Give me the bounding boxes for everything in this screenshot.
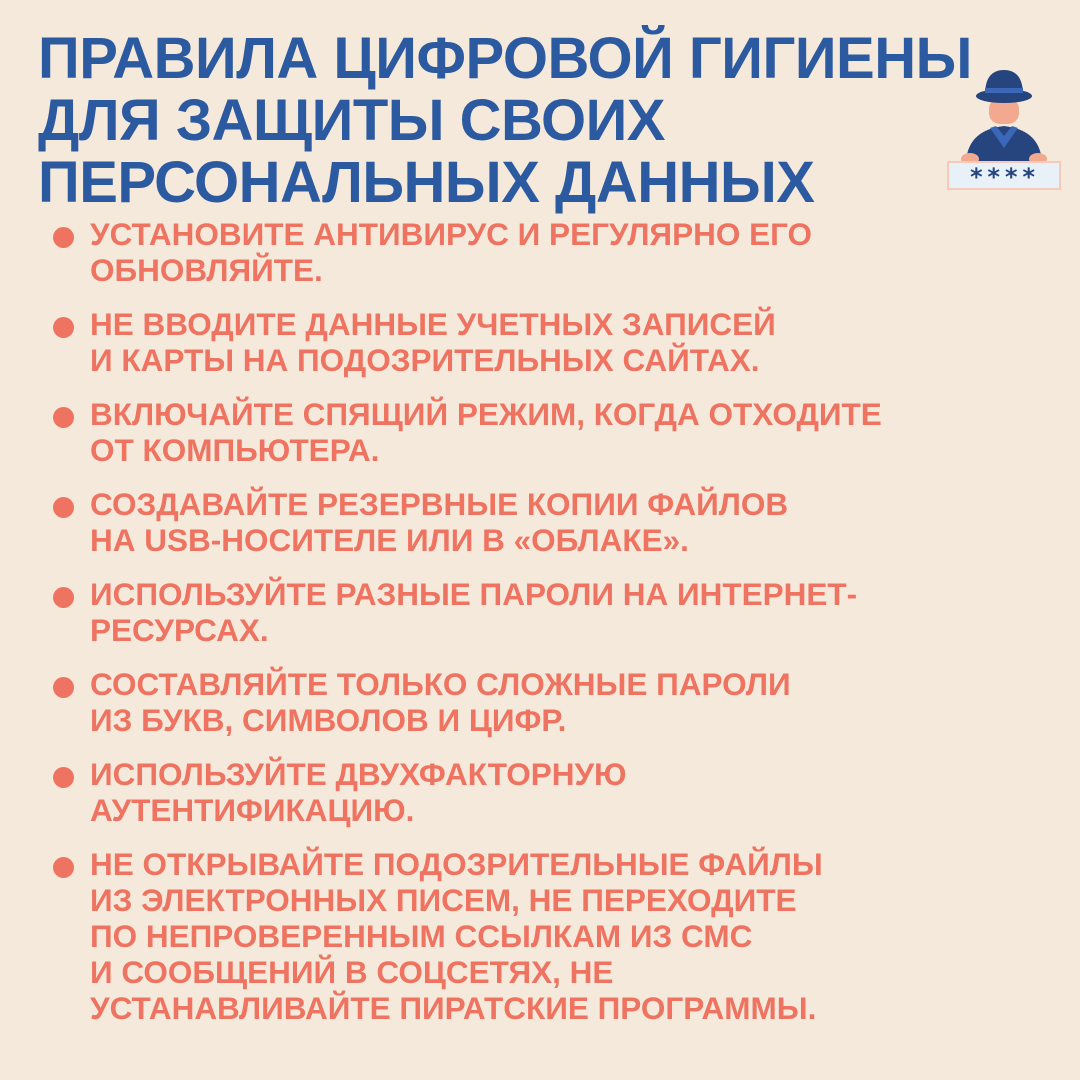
title-line: ПРАВИЛА ЦИФРОВОЙ ГИГИЕНЫ bbox=[38, 26, 972, 91]
bullet-dot bbox=[53, 857, 74, 878]
rule-text-line: ОБНОВЛЯЙТЕ. bbox=[90, 252, 323, 288]
hacker-with-password-icon bbox=[944, 64, 1064, 192]
rule-text-line: РЕСУРСАХ. bbox=[90, 612, 269, 648]
rule-text-line: ИЗ ЭЛЕКТРОННЫХ ПИСЕМ, НЕ ПЕРЕХОДИТЕ bbox=[90, 882, 797, 918]
rules-list bbox=[50, 216, 1050, 1044]
rule-text-line: НА USB-НОСИТЕЛЕ ИЛИ В «ОБЛАКЕ». bbox=[90, 522, 689, 558]
rule-item bbox=[50, 486, 1050, 558]
rule-text-line: ИСПОЛЬЗУЙТЕ ДВУХФАКТОРНУЮ bbox=[90, 756, 627, 792]
bullet-dot bbox=[53, 227, 74, 248]
rule-text-line: СОЗДАВАЙТЕ РЕЗЕРВНЫЕ КОПИИ ФАЙЛОВ bbox=[90, 486, 789, 522]
title-line: ДЛЯ ЗАЩИТЫ СВОИХ bbox=[38, 88, 665, 153]
rule-item bbox=[50, 576, 1050, 648]
rule-item bbox=[50, 396, 1050, 468]
rule-item bbox=[50, 666, 1050, 738]
rule-item bbox=[50, 846, 1050, 1026]
rule-item bbox=[50, 756, 1050, 828]
password-mask: **** bbox=[969, 163, 1039, 191]
rule-text-line: АУТЕНТИФИКАЦИЮ. bbox=[90, 792, 415, 828]
bullet-dot bbox=[53, 497, 74, 518]
bullet-dot bbox=[53, 767, 74, 788]
bullet-dot bbox=[53, 317, 74, 338]
rule-text-line: ВКЛЮЧАЙТЕ СПЯЩИЙ РЕЖИМ, КОГДА ОТХОДИТЕ bbox=[90, 396, 882, 432]
title-line: ПЕРСОНАЛЬНЫХ ДАННЫХ bbox=[38, 150, 815, 215]
rule-text-line: СОСТАВЛЯЙТЕ ТОЛЬКО СЛОЖНЫЕ ПАРОЛИ bbox=[90, 666, 791, 702]
page-title bbox=[38, 28, 998, 214]
bullet-dot bbox=[53, 407, 74, 428]
rule-text-line: И КАРТЫ НА ПОДОЗРИТЕЛЬНЫХ САЙТАХ. bbox=[90, 342, 760, 378]
bullet-dot bbox=[53, 677, 74, 698]
rule-item bbox=[50, 306, 1050, 378]
rule-text-line: ОТ КОМПЬЮТЕРА. bbox=[90, 432, 380, 468]
rule-text-line: ПО НЕПРОВЕРЕННЫМ ССЫЛКАМ ИЗ СМС bbox=[90, 918, 753, 954]
rule-text-line: ИСПОЛЬЗУЙТЕ РАЗНЫЕ ПАРОЛИ НА ИНТЕРНЕТ- bbox=[90, 576, 858, 612]
rule-text-line: НЕ ОТКРЫВАЙТЕ ПОДОЗРИТЕЛЬНЫЕ ФАЙЛЫ bbox=[90, 846, 823, 882]
rule-item bbox=[50, 216, 1050, 288]
rule-text-line: НЕ ВВОДИТЕ ДАННЫЕ УЧЕТНЫХ ЗАПИСЕЙ bbox=[90, 306, 776, 342]
rule-text-line: ИЗ БУКВ, СИМВОЛОВ И ЦИФР. bbox=[90, 702, 567, 738]
rule-text-line: УСТАНОВИТЕ АНТИВИРУС И РЕГУЛЯРНО ЕГО bbox=[90, 216, 813, 252]
rule-text-line: УСТАНАВЛИВАЙТЕ ПИРАТСКИЕ ПРОГРАММЫ. bbox=[90, 990, 817, 1026]
bullet-dot bbox=[53, 587, 74, 608]
rule-text-line: И СООБЩЕНИЙ В СОЦСЕТЯХ, НЕ bbox=[90, 954, 614, 990]
